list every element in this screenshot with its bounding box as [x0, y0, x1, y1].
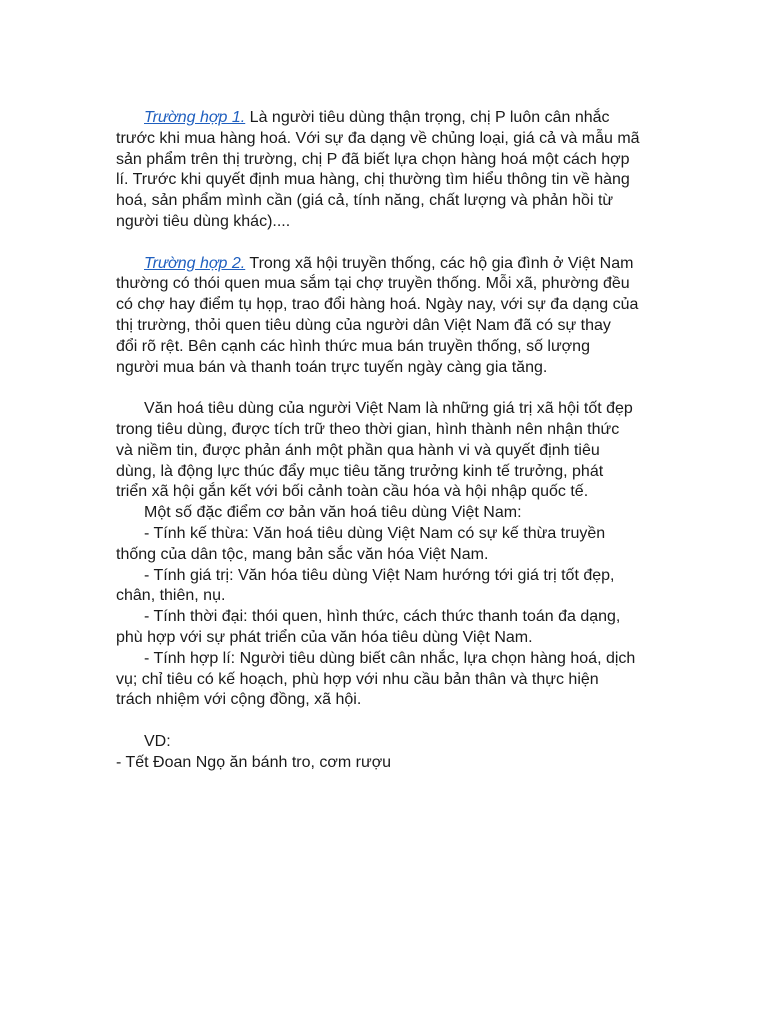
case-1-text: Là người tiêu dùng thận trọng, chị P luôn cân nhắc trước khi mua hàng hoá. Với sự đa dạng về chủng loại, giá cả và mẫu mã sản phẩm trên thị trường, chị P đã biết lựa chọn hàng hoá một cách hợp lí. Trước khi quyết định mua hàng, chị thường tìm hiểu thông tin về hàng hoá, sản phẩm mình cần (giá cả, tính năng, chất lượng và phản hồi từ người tiêu dùng khác).... — [116, 109, 640, 230]
case-1-paragraph — [116, 108, 656, 233]
feature-item-value: - Tính giá trị: Văn hóa tiêu dùng Việt Nam hướng tới giá trị tốt đẹp, chân, thiên, nụ. — [116, 566, 615, 605]
culture-paragraph: Văn hoá tiêu dùng của người Việt Nam là những giá trị xã hội tốt đẹp trong tiêu dùng, được tích trữ theo thời gian, hình thành nên nhận thức và niềm tin, được phản ánh một phần qua hành vi và quyết định tiêu dùng, là động lực thúc đẩy mục tiêu tăng trưởng kinh tế trưởng, phát triển xã hội gắn kết với bối cảnh toàn cầu hóa và hội nhập quốc tế. — [116, 400, 633, 501]
feature-item-modernity: - Tính thời đại: thói quen, hình thức, cách thức thanh toán đa dạng, phù hợp với sự phát triển của văn hóa tiêu dùng Việt Nam. — [116, 608, 621, 646]
feature-item-inheritance: - Tính kế thừa: Văn hoá tiêu dùng Việt Nam có sự kế thừa truyền thống của dân tộc, mang bản sắc văn hóa Việt Nam. — [116, 524, 606, 563]
case-2-paragraph — [116, 254, 656, 379]
case-1-link[interactable]: Trường hợp 1. — [144, 109, 246, 126]
spacer — [116, 233, 656, 254]
features-heading: Một số đặc điểm cơ bản văn hoá tiêu dùng Việt Nam: — [144, 504, 522, 522]
spacer — [116, 378, 656, 399]
example-label: VD: — [144, 732, 171, 750]
document-page — [116, 108, 656, 774]
spacer — [116, 711, 656, 732]
case-2-link[interactable]: Trường hợp 2. — [144, 254, 246, 272]
example-item: - Tết Đoan Ngọ ăn bánh tro, cơm rượu — [116, 753, 392, 771]
case-2-text: Trong xã hội truyền thống, các hộ gia đình ở Việt Nam thường có thói quen mua sắm tại chợ truyền thống. Mỗi xã, phường đều có chợ hay điểm tụ họp, trao đổi hàng hoá. Ngày nay, với sự đa dạng của thị trường, thỏi quen tiêu dùng của người dân Việt Nam đã có sự thay đổi rõ rệt. Bên cạnh các hình thức mua bán truyền thống, số lượng người mua bán và thanh toán trực tuyến ngày càng gia tăng. — [116, 254, 639, 376]
feature-item-rationality: - Tính hợp lí: Người tiêu dùng biết cân nhắc, lựa chọn hàng hoá, dịch vụ; chỉ tiêu có kế hoạch, phù hợp với nhu cầu bản thân và thực hiện trách nhiệm với cộng đồng, xã hội. — [116, 649, 636, 709]
